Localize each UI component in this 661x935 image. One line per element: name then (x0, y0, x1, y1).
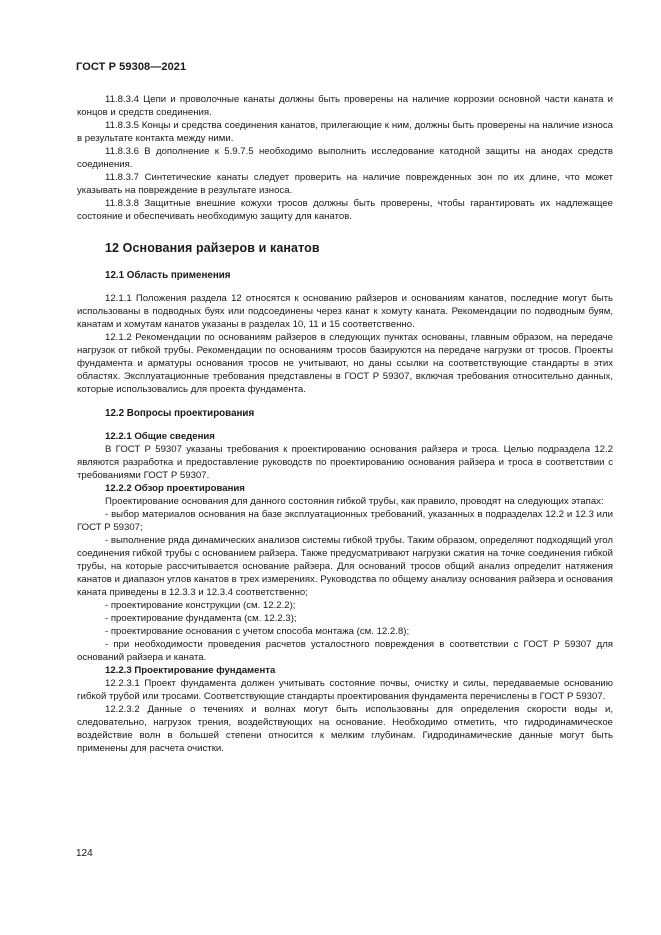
list-item: - выбор материалов основания на базе эксплуатационных требований, указанных в подразделах 12.2 и 12.3 или ГОСТ Р 59307; (77, 509, 613, 533)
list-item: - при необходимости проведения расчетов усталостного повреждения в соответствии с ГОСТ Р 59307 для оснований райзера и каната. (77, 639, 613, 663)
paragraph-12-2-3-2: 12.2.3.2 Данные о течениях и волнах могут быть использованы для определения скорости воды и, следовательно, нагрузок трения, воздействующих на основание. Необходимо отметить, что гидродинамическое воздействие волн в большей степени относится к мелким глубинам. Гидродинамические данные могут быть применены для расчета очистки. (77, 704, 613, 754)
list-item: - проектирование фундамента (см. 12.2.3); (105, 613, 297, 624)
paragraph-12-1-1: 12.1.1 Положения раздела 12 относятся к основанию райзеров и основаниям канатов, последние могут быть использованы в подводных буях или подсоединены через канат к хомуту каната. Рекомендации по подводным буям, канатам и хомутам канатов указаны в разделах 10, 11 и 15 соответственно. (77, 293, 613, 330)
document-body (77, 93, 613, 755)
subsection-12-2-heading: 12.2 Вопросы проектирования (105, 408, 255, 419)
list-item: - выполнение ряда динамических анализов системы гибкой трубы. Таким образом, определяют подходящий угол соединения гибкой трубы с основанием райзера. Также предусматривают нагрузки сжатия на точке соединения гибкой трубы, на которые рассчитывается основание райзера. Для оснований тросов общий анализ определит натяжения канатов и диапазон углов канатов в трех измерениях. Руководства по общему анализу основания райзера и основания каната приведены в 12.3.3 и 12.3.4 соответственно; (77, 535, 613, 598)
list-item: - проектирование конструкции (см. 12.2.2); (105, 600, 296, 611)
subsection-12-1-heading: 12.1 Область применения (105, 270, 231, 281)
clause-12-2-3-heading: 12.2.3 Проектирование фундамента (105, 665, 276, 676)
section-12-heading: 12 Основания райзеров и канатов (105, 241, 320, 255)
clause-12-2-1-heading: 12.2.1 Общие сведения (105, 431, 215, 442)
page-number: 124 (76, 848, 93, 859)
paragraph-11-8-3-5: 11.8.3.5 Концы и средства соединения канатов, прилегающие к ним, должны быть проверены на наличие износа в результате контакта между ними. (77, 120, 613, 144)
paragraph-12-2-2: Проектирование основания для данного состояния гибкой трубы, как правило, проводят на следующих этапах: (105, 496, 604, 507)
paragraph-12-2-1: В ГОСТ Р 59307 указаны требования к проектированию основания райзера и троса. Целью подраздела 12.2 являются разработка и предоставление руководств по проектированию основания райзера и троса в соответствии с требованиями ГОСТ Р 59307. (77, 444, 613, 481)
paragraph-11-8-3-6: 11.8.3.6 В дополнение к 5.9.7.5 необходимо выполнить исследование катодной защиты на анодах средств соединения. (77, 146, 613, 170)
document-header: ГОСТ Р 59308—2021 (76, 61, 187, 73)
list-item: - проектирование основания с учетом способа монтажа (см. 12.2.8); (105, 626, 410, 637)
clause-12-2-2-heading: 12.2.2 Обзор проектирования (105, 483, 245, 494)
paragraph-11-8-3-8: 11.8.3.8 Защитные внешние кожухи тросов должны быть проверены, чтобы гарантировать их надлежащее состояние и обеспечивать необходимую защиту для канатов. (77, 198, 613, 222)
paragraph-12-1-2: 12.1.2 Рекомендации по основаниям райзеров в следующих пунктах основаны, главным образом, на передаче нагрузок от гибкой трубы. Рекомендации по основаниям тросов базируются на передаче нагрузки от тросов. Проекты фундамента и арматуры основания тросов не учитывают, но даны ссылки на соответствующие стандарты в этих областях. Эксплуатационные требования представлены в ГОСТ Р 59307, включая требования относительно данных, которые использовались для проекта фундамента. (77, 332, 613, 395)
paragraph-11-8-3-4: 11.8.3.4 Цепи и проволочные канаты должны быть проверены на наличие коррозии основной части каната и концов и средств соединения. (77, 94, 613, 118)
paragraph-11-8-3-7: 11.8.3.7 Синтетические канаты следует проверить на наличие поврежденных зон по их длине, что может указывать на повреждение в результате износа. (77, 172, 613, 196)
paragraph-12-2-3-1: 12.2.3.1 Проект фундамента должен учитывать состояние почвы, очистку и силы, передаваемые основанию гибкой трубой или тросами. Соответствующие стандарты проектирования фундамента перечислены в ГОСТ Р 59307. (77, 678, 613, 702)
